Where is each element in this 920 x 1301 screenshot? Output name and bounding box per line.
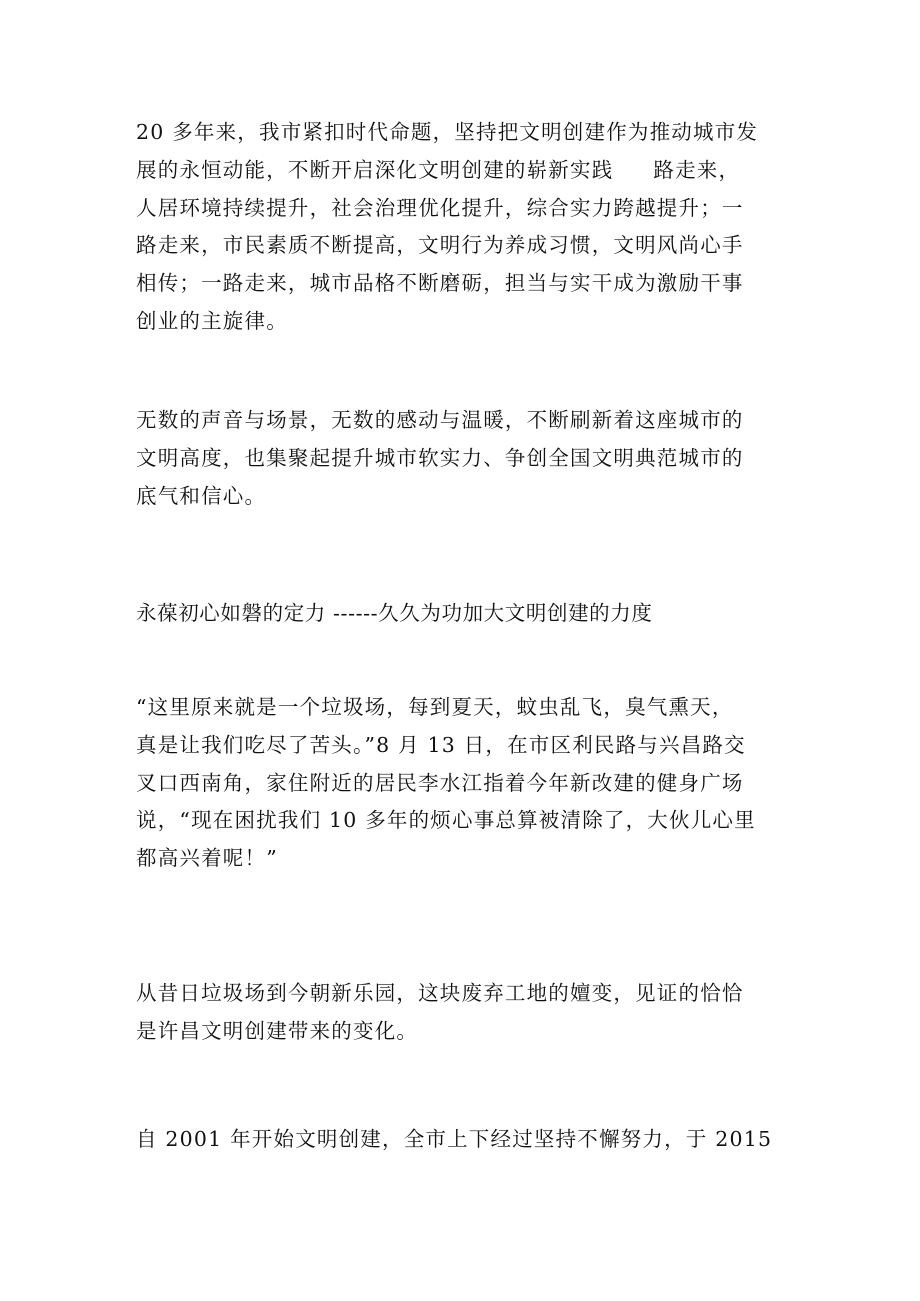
paragraph-since-2001: [136, 1121, 796, 1159]
text-line: 相传；一路走来，城市品格不断磨砺，担当与实干成为激励干事: [136, 271, 744, 296]
text-line: “这里原来就是一个垃圾场，每到夏天，蚊虫乱飞，臭气熏天，: [136, 695, 734, 719]
text-line: 自 2001 年开始文明创建，全市上下经过坚持不懈努力，于 2015: [136, 1127, 773, 1151]
text-line: 都高兴着呢！”: [136, 846, 278, 871]
text-line: 底气和信心。: [136, 483, 267, 508]
text-line-head: 展的永恒动能，不断开启深化文明创建的崭新实践: [136, 157, 614, 182]
text-line: 从昔日垃圾场到今朝新乐园，这块废弃工地的嬗变，见证的恰恰: [136, 981, 744, 1005]
text-line-tail: 路走来，: [653, 157, 741, 182]
subheading-text: 永葆初心如磐的定力 ------久久为功加大文明创建的力度: [136, 601, 653, 625]
text-line: 20 多年来，我市紧扣时代命题，坚持把文明创建作为推动城市发: [136, 120, 759, 144]
text-line: 路走来，市民素质不断提高，文明行为养成习惯，文明风尚心手: [136, 233, 744, 258]
text-line: 是许昌文明创建带来的变化。: [136, 1018, 419, 1043]
text-line-with-gap: [136, 152, 796, 190]
text-line: 叉口西南角，家住附近的居民李水江指着今年新改建的健身广场: [136, 770, 744, 795]
paragraph-voices: [136, 402, 796, 515]
text-line: 无数的声音与场景，无数的感动与温暖，不断刷新着这座城市的: [136, 408, 744, 432]
paragraph-transformation: [136, 975, 796, 1051]
text-line: 真是让我们吃尽了苦头。”8 月 13 日，在市区利民路与兴昌路交: [136, 732, 746, 757]
text-line: 创业的主旋律。: [136, 308, 288, 333]
text-line: 说，“现在困扰我们 10 多年的烦心事总算被清除了，大伙儿心里: [136, 808, 756, 833]
paragraph-quote: [136, 689, 796, 878]
text-line: 文明高度，也集聚起提升城市软实力、争创全国文明典范城市的: [136, 445, 744, 470]
section-subheading: [136, 595, 796, 633]
paragraph-intro: [136, 114, 796, 341]
text-line: 人居环境持续提升，社会治理优化提升，综合实力跨越提升；一: [136, 195, 744, 220]
